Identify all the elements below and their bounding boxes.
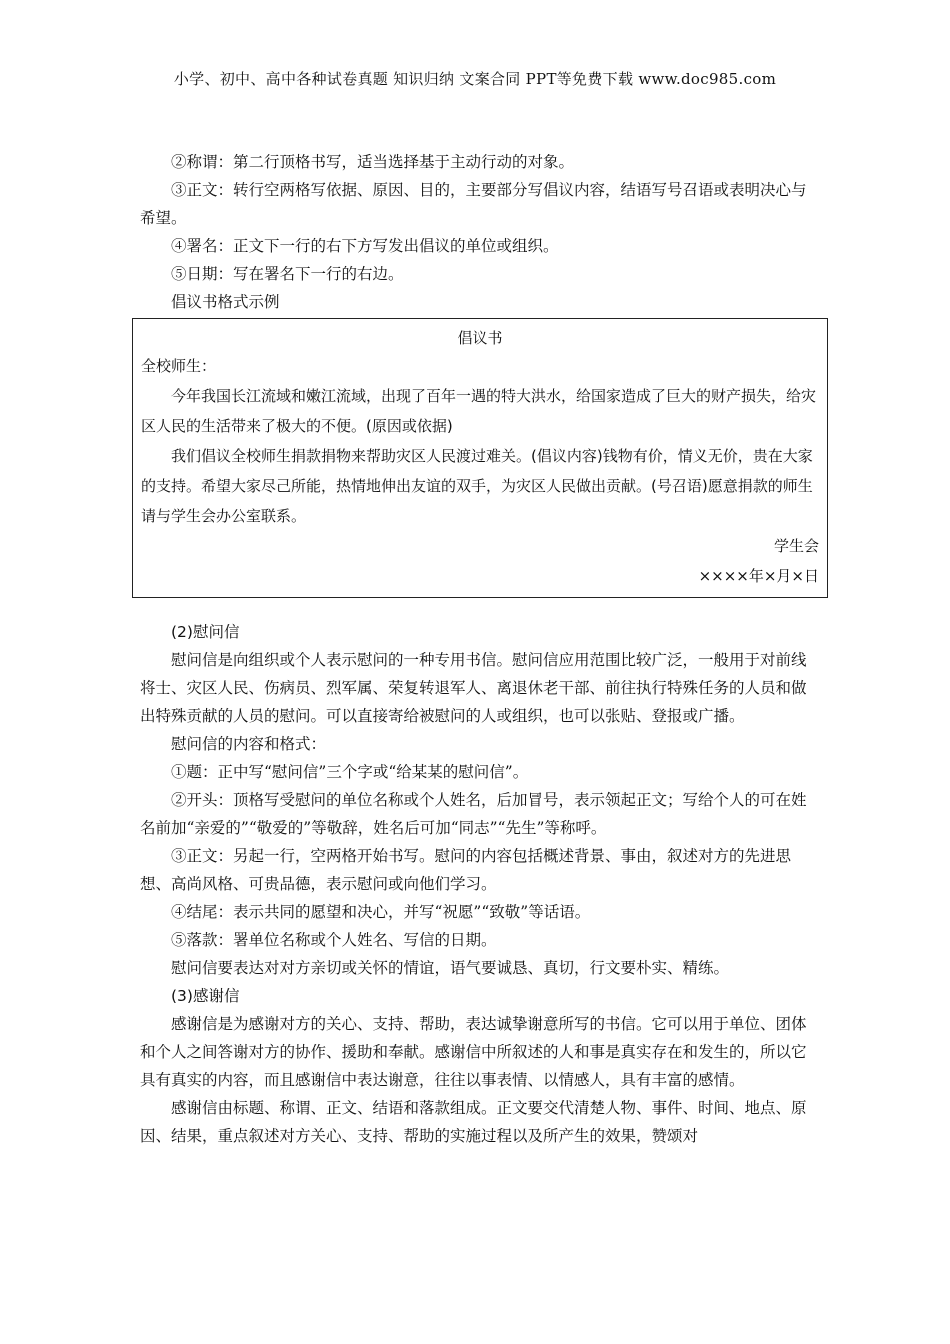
example-date: ××××年×月×日 <box>698 567 819 585</box>
paragraph: ③正文：另起一行，空两格开始书写。慰问的内容包括概述背景、事由，叙述对方的先进思想、高尚风格、可贵品德，表示慰问或向他们学习。 <box>140 847 792 893</box>
page-header: 小学、初中、高中各种试卷真题 知识归纳 文案合同 PPT等免费下载 www.doc985.com <box>173 70 777 88</box>
paragraph: ①题：正中写“慰问信”三个字或“给某某的慰问信”。 <box>171 763 529 781</box>
section-heading: (3)感谢信 <box>171 987 240 1005</box>
section-heading: (2)慰问信 <box>171 623 240 641</box>
paragraph: ④结尾：表示共同的愿望和决心，并写“祝愿”“致敬”等话语。 <box>171 903 591 921</box>
paragraph: 感谢信是为感谢对方的关心、支持、帮助，表达诚挚谢意所写的书信。它可以用于单位、团体和个人之间答谢对方的协作、援助和奉献。感谢信中所叙述的人和事是真实存在和发生的，所以它具有真实的内容，而且感谢信中表达谢意，往往以事表情、以情感人，具有丰富的感情。 <box>140 1015 807 1089</box>
paragraph: ②开头：顶格写受慰问的单位名称或个人姓名，后加冒号，表示领起正文；写给个人的可在姓名前加“亲爱的”“敬爱的”等敬辞，姓名后可加“同志”“先生”等称呼。 <box>140 791 807 837</box>
paragraph: 慰问信要表达对对方亲切或关怀的情谊，语气要诚恳、真切，行文要朴实、精练。 <box>171 959 730 977</box>
example-box <box>132 318 828 598</box>
example-salutation: 全校师生： <box>141 357 217 375</box>
intro-item: ③正文：转行空两格写依据、原因、目的，主要部分写倡议内容，结语写号召语或表明决心与希望。 <box>140 181 807 227</box>
document-body <box>140 148 820 1150</box>
paragraph: 慰问信是向组织或个人表示慰问的一种专用书信。慰问信应用范围比较广泛，一般用于对前线将士、灾区人民、伤病员、烈军属、荣复转退军人、离退休老干部、前往执行特殊任务的人员和做出特殊贡献的人员的慰问。可以直接寄给被慰问的人或组织，也可以张贴、登报或广播。 <box>140 651 807 725</box>
paragraph: 感谢信由标题、称谓、正文、结语和落款组成。正文要交代清楚人物、事件、时间、地点、原因、结果，重点叙述对方关心、支持、帮助的实施过程以及所产生的效果，赞颂对 <box>140 1099 807 1145</box>
example-signature: 学生会 <box>773 537 819 555</box>
paragraph: ⑤落款：署单位名称或个人姓名、写信的日期。 <box>171 931 497 949</box>
intro-item: ②称谓：第二行顶格书写，适当选择基于主动行动的对象。 <box>171 153 575 171</box>
paragraph: 慰问信的内容和格式： <box>171 735 327 753</box>
example-paragraph: 我们倡议全校师生捐款捐物来帮助灾区人民渡过难关。(倡议内容)钱物有价，情义无价，贵在大家的支持。希望大家尽己所能，热情地伸出友谊的双手，为灾区人民做出贡献。(号召语)愿意捐款的师生请与学生会办公室联系。 <box>141 447 813 525</box>
intro-item: ⑤日期：写在署名下一行的右边。 <box>171 265 404 283</box>
example-label: 倡议书格式示例 <box>171 293 280 311</box>
intro-item: ④署名：正文下一行的右下方写发出倡议的单位或组织。 <box>171 237 559 255</box>
example-paragraph: 今年我国长江流域和嫩江流域，出现了百年一遇的特大洪水，给国家造成了巨大的财产损失，给灾区人民的生活带来了极大的不便。(原因或依据) <box>141 387 817 435</box>
example-title: 倡议书 <box>457 329 503 347</box>
